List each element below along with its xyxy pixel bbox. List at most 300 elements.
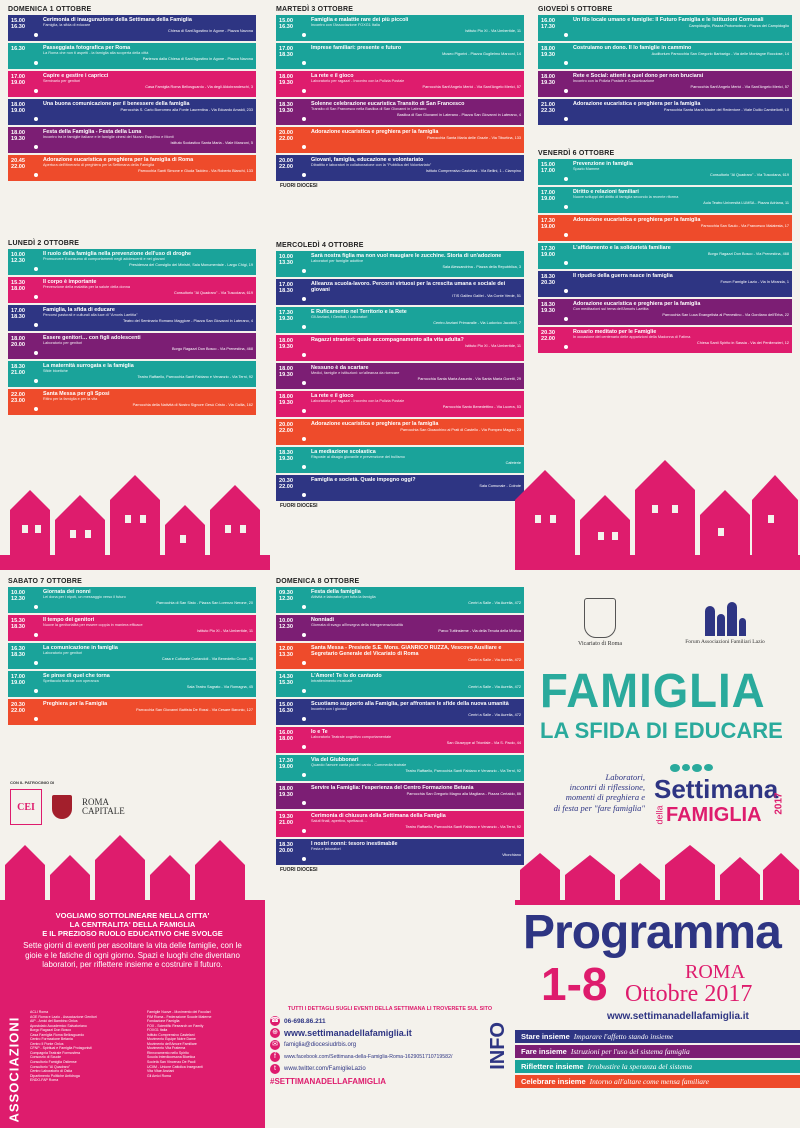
event-time: 21.00 22.30	[541, 102, 555, 115]
houses-skyline-bottom-right	[515, 845, 800, 910]
event-title: Passeggiata fotografica per Roma	[43, 45, 131, 51]
event-time: 18.00 19.30	[541, 46, 555, 59]
event-place: Parrocchia della Natività di Nostro Signore Gesù Cristo - Via Gallia, 162	[132, 402, 253, 407]
association-name: Centro Il Ponte Onlus	[30, 1041, 64, 1046]
event-item[interactable]	[8, 43, 256, 69]
event-title: L'Amore! Te lo do cantando	[311, 673, 382, 679]
events-sabato7	[8, 587, 256, 725]
event-body	[309, 615, 524, 641]
event-item[interactable]	[276, 363, 524, 389]
column-domenica-lunedi	[8, 6, 256, 183]
event-time: 18.00 19.30	[279, 338, 293, 351]
programma-dates: 1-8	[541, 958, 608, 1010]
event-item[interactable]	[538, 187, 792, 213]
event-title: Nonniadi	[311, 617, 335, 623]
event-title: Il corpo è importante	[43, 279, 97, 285]
event-time: 10.00 12.30	[11, 590, 25, 603]
event-item[interactable]	[8, 671, 256, 697]
column-domenica8	[276, 578, 524, 876]
day-header-domenica1: DOMENICA 1 OTTOBRE	[8, 6, 92, 13]
timeline-dot-icon	[302, 857, 306, 861]
timeline-dot-icon	[34, 89, 38, 93]
event-place: Casa e Culturale Coriandoli - Via Benedetto Croce, 36	[161, 656, 253, 661]
info-vertical-label: INFO	[487, 1022, 509, 1070]
event-place: Teatro Raffaello, Parrocchia Santi Fabiano e Venanzio - Via Terni, 92	[405, 768, 521, 773]
forum-people-icon	[660, 598, 790, 636]
message-body: Sette giorni di eventi per ascoltare la vita delle famiglie, con le gioie e le fatiche di ogni giorno. Spazi e luoghi che diventano laboratori, per riflettere insieme e costruire il futuro.	[23, 941, 242, 970]
event-subtitle: Prevenzione della malattia per la salute della donna	[43, 285, 130, 290]
timeline-dot-icon	[34, 717, 38, 721]
event-time: 18.00 20.00	[11, 336, 25, 349]
association-name: ACLI Roma	[30, 1010, 49, 1014]
event-item[interactable]	[538, 243, 792, 269]
email-icon: ✉	[270, 1040, 280, 1050]
event-time: 17.30 19.00	[541, 246, 555, 259]
message-block	[0, 905, 265, 1128]
event-time: 15.00 16.30	[279, 18, 293, 31]
event-body	[309, 99, 524, 125]
event-item[interactable]	[538, 43, 792, 69]
event-place: Auditorium Parrocchia San Gregorio Barbarigo - Via delle Montagne Rocciose, 14	[651, 52, 789, 57]
event-time: 18.30 20.00	[279, 842, 293, 855]
association-name: Borgo Ragazzi Don Bosco	[30, 1028, 72, 1033]
event-title: Adorazione eucaristica e preghiera per la famiglia	[311, 421, 439, 427]
column-giovedi	[538, 6, 792, 127]
event-body	[41, 43, 256, 69]
event-body	[571, 243, 792, 269]
event-subtitle: Seminario per genitori	[43, 79, 81, 84]
event-place: Basilica di San Giovanni in Laterano - Piazza San Giovanni in Laterano, 4	[397, 112, 521, 117]
event-item[interactable]	[276, 783, 524, 809]
event-subtitle: Lei dona per i nipoti, un messaggio verso il futuro	[43, 595, 126, 600]
association-name: Dipartimento Politiche Antidroga	[30, 1073, 80, 1078]
event-subtitle: Laboratorio per genitori	[43, 341, 83, 346]
timeline-dot-icon	[302, 33, 306, 37]
programma-block	[515, 905, 800, 1030]
event-time: 17.00 19.00	[541, 190, 555, 203]
info-twitter-link[interactable]: www.twitter.com/FamiglieLazio	[284, 1066, 366, 1072]
twitter-icon: t	[270, 1064, 280, 1074]
event-subtitle: Attività e laboratori per tutta la famiglia	[311, 595, 376, 600]
event-subtitle: Saluti finali, apertivo, spettacoli…	[311, 819, 367, 824]
event-subtitle: Incontro con i giovani	[311, 707, 347, 712]
event-place: San Giuseppe al Trionfale - Via S. Paolo, 44	[446, 740, 521, 745]
event-title: Un filo locale umano e famiglie: Il Futuro Famiglia e le Istituzioni Comunali	[573, 17, 764, 23]
event-subtitle: Laboratorio per ragazzi - Incontro con la Polizia Postale	[311, 79, 405, 84]
timeline-dot-icon	[302, 717, 306, 721]
timeline-dot-icon	[564, 289, 568, 293]
day-header-martedi3: MARTEDÌ 3 OTTOBRE	[276, 6, 354, 13]
event-time: 20.30 22.00	[279, 478, 293, 491]
event-item[interactable]	[538, 99, 792, 125]
theme-row	[515, 1030, 800, 1043]
timeline-dot-icon	[34, 33, 38, 37]
event-body	[309, 811, 524, 837]
association-name: FOXG1 Italia	[147, 1028, 168, 1033]
event-item[interactable]	[538, 271, 792, 297]
event-item[interactable]	[8, 127, 256, 153]
event-subtitle: Quando l'amore canta più del canto - Commedia teatrale	[311, 763, 407, 768]
event-body	[309, 671, 524, 697]
event-subtitle: Risposte ai disagio giovanile e prevenzione del bullismo	[311, 455, 405, 460]
event-body	[41, 615, 256, 641]
event-body	[309, 335, 524, 361]
event-place: Teatro del Seminario Romano Maggiore - Piazza San Giovanni in Laterano, 4	[122, 318, 253, 323]
association-name: Centro Laboratorio di Ostia	[30, 1069, 73, 1074]
day-header-venerdi6: VENERDÌ 6 OTTOBRE	[538, 150, 615, 157]
event-place: Campidoglio, Piazza Protomoteca - Piazza del Campidoglio	[688, 24, 789, 29]
event-subtitle: Ritiro per la famiglia e per la vita	[43, 397, 98, 402]
event-place: Parrocchia Santa Maria Assunta - Via Santa Maria Goretti, 29	[417, 376, 521, 381]
event-place: Parrocchia S. Carlo Borromeo alla Fonte Laurentina - Via Edoardo Amaldi, 233	[120, 108, 253, 113]
event-body	[571, 71, 792, 97]
vicariato-logo	[560, 598, 640, 647]
event-item[interactable]	[538, 159, 792, 185]
event-item[interactable]	[276, 755, 524, 781]
event-item[interactable]	[276, 839, 524, 865]
cei-logo-text: CEI	[17, 801, 35, 813]
event-item[interactable]	[276, 671, 524, 697]
event-place: Sala Teatro Sagrato - Via Romagna, 45	[186, 684, 253, 689]
event-item[interactable]	[8, 389, 256, 415]
event-item[interactable]	[8, 333, 256, 359]
event-item[interactable]	[8, 15, 256, 41]
event-title: Famiglia e società. Quale impegno oggi?	[311, 477, 416, 483]
event-title: Preghiera per la Famiglia	[43, 701, 108, 707]
event-place: Chiesa di Sant'Agostino in Agone - Piazza Navona	[168, 28, 253, 33]
event-time: 12.00 13.30	[279, 646, 293, 659]
event-place: Parrocchia Santa Maria delle Grazie - Via Tiburtina, 133	[427, 136, 521, 141]
event-title: Rosario meditato per le Famiglie	[573, 329, 657, 335]
event-item[interactable]	[276, 251, 524, 277]
day-header-lunedi2: LUNEDÌ 2 OTTOBRE	[8, 240, 80, 247]
sponsors-label: CON IL PATROCINIO DI	[10, 780, 55, 785]
event-time: 19.30 21.00	[279, 814, 293, 827]
event-title: La comunicazione in famiglia	[43, 645, 118, 651]
event-body	[309, 727, 524, 753]
event-title: Il ripudio della guerra nasce in famiglia	[573, 273, 673, 279]
event-body	[309, 71, 524, 97]
events-giovedi5	[538, 15, 792, 125]
event-body	[41, 699, 256, 725]
event-title: Rete e Social: attenti a quel dono per non bruciarsi	[573, 73, 704, 79]
event-subtitle: Laboratorio per genitori	[43, 651, 83, 656]
event-time: 17.00 18.30	[279, 282, 293, 295]
event-item[interactable]	[8, 305, 256, 331]
info-facebook-link[interactable]: www.facebook.com/Settimana-della-Famiglia-Roma-1629051710719582/	[284, 1054, 453, 1060]
event-title: Giovani, famiglia, educazione e volontariato	[311, 157, 424, 163]
timeline-dot-icon	[34, 661, 38, 665]
event-subtitle: Laboratorio per ragazzi - Incontro con la Polizia Postale	[311, 399, 405, 404]
event-time: 09.30 12.30	[279, 590, 293, 603]
event-subtitle: Incontro con la Polizia Postale e Comunicazione	[573, 79, 655, 84]
event-title: I nostri nonni: tesoro inestimabile	[311, 841, 398, 847]
event-title: Famiglia e malattie rare dei più piccoli	[311, 17, 409, 23]
event-item[interactable]	[276, 391, 524, 417]
event-time: 17.00 19.00	[11, 74, 25, 87]
event-item[interactable]	[8, 277, 256, 303]
timeline-dot-icon	[564, 233, 568, 237]
event-title: La rete e il gioco	[311, 73, 354, 79]
event-place: Istituto Pio XI - Via Umbertide, 11	[465, 28, 521, 33]
association-name: AIP - Amici del Bambino Onlus	[30, 1019, 78, 1024]
theme-text: Imparare l'affetto stando insieme	[573, 1032, 674, 1041]
theme-text: Intorno all'altare come mensa familiare	[589, 1077, 709, 1086]
event-place: Centri a Salle - Via Aurelia, 472	[468, 684, 521, 689]
event-subtitle: Incontro tra le famiglie italiane e le famiglie cinesi del Nuovo Esquilino e Monti	[43, 135, 174, 140]
event-time: 20.00 22.00	[279, 422, 293, 435]
event-item[interactable]	[276, 99, 524, 125]
event-title: Sarà nostra figlia ma non vuol maugiare le zucchine. Storia di un'adozione	[311, 253, 502, 259]
event-item[interactable]	[8, 99, 256, 125]
event-item[interactable]	[8, 643, 256, 669]
settimana-year: 2017	[773, 792, 785, 815]
association-name: Movimento Vita Fraterna	[147, 1046, 186, 1051]
event-time: 15.30 18.30	[11, 618, 25, 631]
event-body	[309, 15, 524, 41]
event-place: Parrocchia Sant'Angelo Merici - Via Sant'Angelo Merici, 57	[422, 84, 521, 89]
events-domenica8	[276, 587, 524, 873]
association-name: Gli Amici Roma	[147, 1073, 171, 1078]
event-title: Prevenzione in famiglia	[573, 161, 633, 167]
event-body	[309, 839, 524, 865]
association-name: FOX - Scientific Research on Family	[147, 1023, 204, 1028]
theme-row	[515, 1075, 800, 1088]
event-subtitle: Percorsi pastorali e culturali alla luce di "Amoris Laetitia"	[43, 313, 138, 318]
settimana-famiglia: FAMIGLIA	[666, 804, 762, 826]
settimana-della: della	[654, 805, 665, 825]
column-sabato	[8, 578, 256, 727]
event-item[interactable]	[276, 727, 524, 753]
timeline-dot-icon	[564, 205, 568, 209]
events-martedi3	[276, 15, 524, 181]
association-name: UCIIM - Unione Cattolica Insegnanti	[147, 1064, 203, 1069]
timeline-dot-icon	[564, 117, 568, 121]
event-title: La mediazione scolastica	[311, 449, 376, 455]
event-item[interactable]	[8, 587, 256, 613]
settimana-word: Settimana	[654, 774, 779, 804]
programma-site-link[interactable]: www.settimanadellafamiglia.it	[607, 1011, 749, 1022]
events-domenica1	[8, 15, 256, 181]
forum-logo	[660, 598, 790, 645]
event-item[interactable]	[276, 155, 524, 181]
event-place: Aula Teatro Università LUMSA - Piazza Adriana, 11	[703, 200, 789, 205]
event-time: 16.30 18.30	[11, 646, 25, 659]
event-title: Santa Messa - Presiede S.E. Mons. GIANRICO RUZZA, Vescovo Ausiliare e Segretario Generale del Vicariato di Roma	[311, 645, 502, 658]
event-title: Cerimonia di chiusura della Settimana della Famiglia	[311, 813, 446, 819]
event-place: Presidenza del Consiglio dei Ministri, Sala Monumentale - Largo Chigi, 19	[129, 262, 253, 267]
event-body	[309, 643, 524, 669]
event-title: Adorazione eucaristica e preghiera per la famiglia	[573, 301, 701, 307]
event-body	[41, 389, 256, 415]
event-item[interactable]	[276, 15, 524, 41]
event-place: Museo Pigorini - Piazza Guglielmo Marconi, 14	[442, 52, 521, 57]
theme-row	[515, 1045, 800, 1058]
associazioni-list	[30, 1010, 260, 1083]
event-title: Il tempo dei genitori	[43, 617, 95, 623]
event-item[interactable]	[8, 249, 256, 275]
event-time: 17.00 19.00	[11, 674, 25, 687]
event-place: Parco Tuttinsieme - Via della Tenuta della Mistica	[438, 628, 521, 633]
event-body	[571, 299, 792, 325]
event-item[interactable]	[8, 361, 256, 387]
association-name: Compagnia Teatrale Formosfera	[30, 1050, 81, 1055]
event-item[interactable]	[538, 15, 792, 41]
event-time: 18.30 19.30	[279, 102, 293, 115]
event-time: 18.00 19.30	[11, 130, 25, 143]
event-place: Vitorchiano	[502, 852, 521, 857]
event-body	[571, 99, 792, 125]
event-body	[309, 391, 524, 417]
event-item[interactable]	[8, 615, 256, 641]
message-line1: VOGLIAMO SOTTOLINEARE NELLA CITTA'	[55, 911, 210, 920]
event-title: Se pinse di quel che torna	[43, 673, 110, 679]
timeline-dot-icon	[302, 829, 306, 833]
association-name: Fondazione Famiglia	[147, 1019, 180, 1024]
timeline-dot-icon	[302, 381, 306, 385]
event-subtitle: Famiglia, la sfida di educare	[43, 23, 91, 28]
event-item[interactable]	[276, 587, 524, 613]
event-title: Capire e gestire i capricci	[43, 73, 109, 79]
association-name: FIM Roma - Federazione Scuole Materne	[147, 1014, 212, 1019]
fuori-diocesi-label: FUORI DIOCESI	[280, 867, 318, 873]
event-time: 16.00 17.30	[541, 18, 555, 31]
event-body	[41, 305, 256, 331]
event-body	[571, 215, 792, 241]
event-item[interactable]	[276, 811, 524, 837]
event-item[interactable]	[276, 335, 524, 361]
timeline-dot-icon	[302, 689, 306, 693]
event-body	[309, 699, 524, 725]
event-item[interactable]	[276, 615, 524, 641]
timeline-dot-icon	[34, 295, 38, 299]
day-header-mercoledi4: MERCOLEDÌ 4 OTTOBRE	[276, 242, 364, 249]
event-item[interactable]	[8, 71, 256, 97]
event-subtitle: Medici, famiglie e istituzioni: un'alleanza da ricercare	[311, 371, 400, 376]
event-place: Centri a Salle - Via Aurelia, 472	[468, 658, 521, 663]
event-subtitle: Apertura dell'itinerario di preghiera per la Settimana della Famiglia	[43, 163, 155, 168]
association-name: Movimento Equipe Notre Dame	[147, 1037, 196, 1042]
papal-crest-icon	[584, 598, 616, 638]
themes-list	[515, 1030, 800, 1090]
fuori-diocesi-label: FUORI DIOCESI	[280, 503, 318, 509]
title-famiglia: FAMIGLIA	[540, 665, 766, 718]
event-title: Imprese familiari: presente e futuro	[311, 45, 402, 51]
theme-text: Irrobustire la speranza del sistema	[587, 1062, 692, 1071]
event-item[interactable]	[276, 699, 524, 725]
event-item[interactable]	[8, 699, 256, 725]
event-item[interactable]	[276, 71, 524, 97]
association-name: CFNP - Spiritual e Famiglia Protagonisti	[30, 1046, 92, 1051]
event-title: Ragazzi stranieri: quale accompagnamento alla vita adulta?	[311, 337, 464, 343]
event-time: 18.30 19.30	[279, 450, 293, 463]
fuori-diocesi-label: FUORI DIOCESI	[280, 183, 318, 189]
event-body	[309, 363, 524, 389]
event-time: 17.00 18.30	[279, 46, 293, 59]
event-time: 18.00 19.30	[279, 394, 293, 407]
event-time: 20.45 22.00	[11, 158, 25, 171]
event-place: Parrocchia San Gregorio Magno alla Magliana - Piazza Certaldo, 86	[406, 792, 521, 797]
event-body	[571, 327, 792, 353]
event-item[interactable]	[538, 299, 792, 325]
timeline-dot-icon	[302, 145, 306, 149]
event-time: 20.00 22.00	[279, 158, 293, 171]
timeline-dot-icon	[302, 269, 306, 273]
timeline-dot-icon	[34, 173, 38, 177]
event-time: 16.30	[11, 46, 25, 52]
event-time: 22.00 23.00	[11, 392, 25, 405]
event-time: 20.30 22.00	[11, 702, 25, 715]
event-item[interactable]	[276, 643, 524, 669]
timeline-dot-icon	[302, 409, 306, 413]
timeline-dot-icon	[564, 177, 568, 181]
event-title: Essere genitori… con figli adolescenti	[43, 335, 141, 341]
event-place: Parrocchia Santo Benedettino - Via Lucera, 53	[442, 404, 521, 409]
timeline-dot-icon	[302, 353, 306, 357]
event-item[interactable]	[538, 215, 792, 241]
event-place: Borgo Ragazzi Don Bosco - Via Prenestina, 468	[172, 346, 253, 351]
event-item[interactable]	[276, 279, 524, 305]
event-time: 15.00 17.00	[541, 162, 555, 175]
timeline-dot-icon	[302, 117, 306, 121]
event-title: Alleanza scuola-lavoro. Percorsi virtuosi per la crescita umana e sociale dei giovani	[311, 281, 506, 294]
event-subtitle: La Roma che non ti aspetti - la famiglia alla scoperta della città	[43, 51, 149, 56]
event-time: 17.00 18.30	[11, 308, 25, 321]
event-place: Sala Comunale - Colrote	[479, 484, 521, 489]
event-body	[41, 15, 256, 41]
event-subtitle: Incontro con l'Associazione FOXG1 Italia	[311, 23, 380, 28]
event-place: Parrocchia Santi Simone e Giuda Taddeo - Via Roberto Blanchi, 133	[138, 168, 253, 173]
event-item[interactable]	[276, 127, 524, 153]
programma-roma: ROMA	[685, 961, 746, 983]
association-name: Istituto Comprensivo Castelani	[147, 1032, 195, 1037]
title-sfida: LA SFIDA DI EDUCARE	[540, 718, 783, 743]
event-time: 15.00 16.30	[11, 18, 25, 31]
info-block	[270, 1006, 510, 1124]
event-item[interactable]	[538, 327, 792, 353]
event-item[interactable]	[538, 71, 792, 97]
theme-key: Riflettere insieme	[521, 1062, 584, 1071]
event-title: Nessuno è da scartare	[311, 365, 369, 371]
event-time: 17.30 19.00	[541, 218, 555, 231]
event-body	[41, 249, 256, 275]
event-item[interactable]	[8, 155, 256, 181]
event-title: Giornata dei nonni	[43, 589, 91, 595]
association-name: ENDO-FAP Roma	[30, 1078, 59, 1083]
column-martedi	[276, 6, 524, 192]
timeline-dot-icon	[302, 773, 306, 777]
event-time: 18.00 19.00	[11, 102, 25, 115]
event-subtitle: In occasione del centenario delle apparizioni della Madonna di Fatima	[573, 335, 691, 340]
event-time: 18.00 19.30	[279, 366, 293, 379]
event-title: Via del Giubbonari	[311, 757, 359, 763]
info-web-link[interactable]: www.settimanadellafamiglia.it	[284, 1028, 412, 1038]
event-item[interactable]	[276, 43, 524, 69]
event-subtitle: Promuovere il consumo di comportamenti negli adolescenti e nei giovani	[43, 257, 165, 262]
timeline-dot-icon	[564, 33, 568, 37]
info-email-link[interactable]: famiglia@diocesiudrbis.org	[284, 1042, 357, 1048]
event-place: Istituto Comprensivo Castelani - Via Bellini, 1 - Ciampino	[425, 168, 521, 173]
timeline-dot-icon	[34, 407, 38, 411]
event-place: Chiesa Santi Spirito in Sassia - Via dei Penitenzieri, 12	[697, 340, 789, 345]
event-title: La rete e il gioco	[311, 393, 354, 399]
event-item[interactable]	[276, 307, 524, 333]
event-place: Parrocchia San Luca Evangelista al Prenestino - Via Gordiano dell'Erba, 22	[662, 312, 789, 317]
facebook-icon: f	[270, 1052, 280, 1062]
programma-ottobre: Ottobre 2017	[625, 981, 753, 1007]
event-place: Parrocchia Santa Maria Madre del Redentore - Viale Duilio Cambellotti, 10	[663, 108, 789, 113]
association-name: Famiglie Nuove - Movimento dei Focolari	[147, 1010, 211, 1014]
